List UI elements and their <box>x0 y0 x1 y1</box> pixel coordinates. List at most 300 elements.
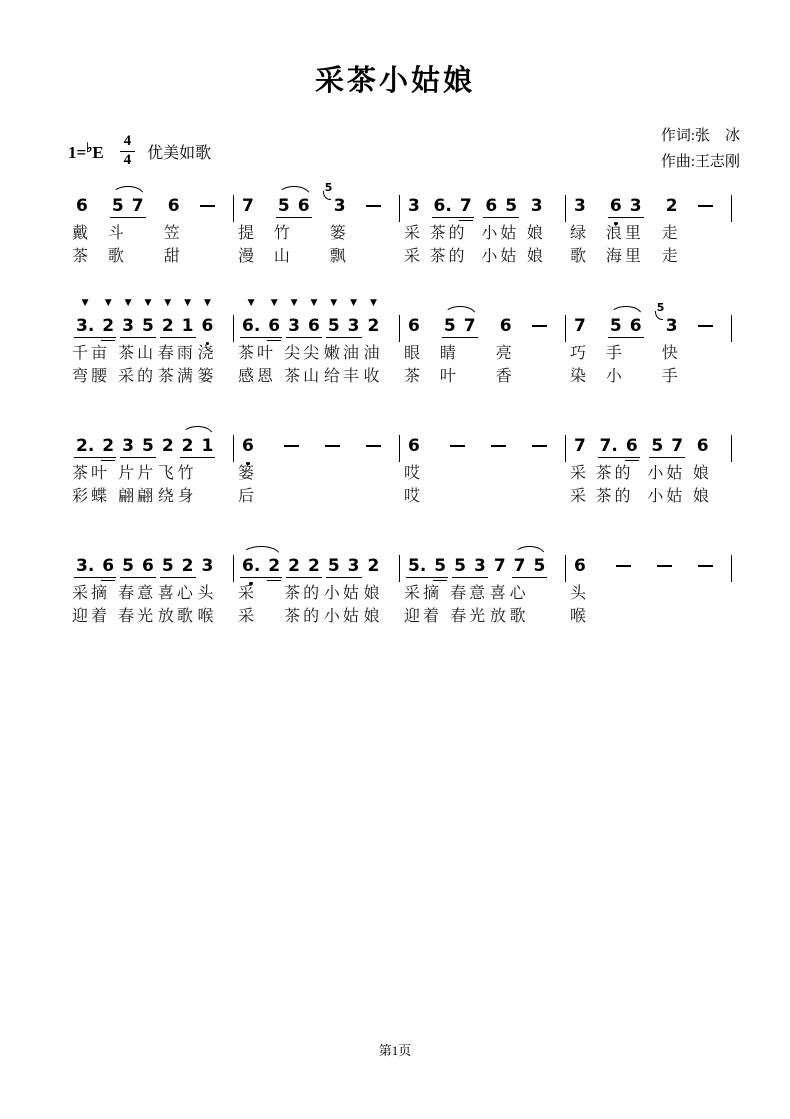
beat-column <box>596 422 642 508</box>
note: 6 <box>297 196 310 216</box>
lyric-line1-syllable: 睛 <box>439 345 459 362</box>
lyric-line1-syllable: 篓 <box>329 225 349 242</box>
lyric-line2-syllable: 迎着 <box>404 608 443 625</box>
token <box>491 422 506 462</box>
note-group <box>440 316 480 336</box>
token <box>198 542 218 582</box>
note: 2 <box>161 436 174 456</box>
lyric-line2-syllable: 茶的 <box>595 488 634 505</box>
grace-note: 5 <box>656 301 665 314</box>
beat-column <box>363 298 384 388</box>
eighth-underline <box>598 457 640 458</box>
note: 6 <box>622 436 642 456</box>
lyric-line2-syllable: 彩蝶 <box>72 488 111 505</box>
slur-arc <box>278 186 310 195</box>
lyric-line1-syllable: 浪里 <box>605 225 644 242</box>
lyric-line1-syllable: 春雨 <box>157 345 196 362</box>
time-signature <box>120 134 136 169</box>
note-group <box>118 298 158 336</box>
note-group <box>364 298 384 336</box>
time-signature-denominator: 4 <box>123 151 132 168</box>
note: 6 <box>499 316 512 336</box>
token <box>698 302 713 342</box>
lyricist-credit: 作词:张 冰 <box>660 128 740 144</box>
lyric-line2-syllable: 绕 <box>157 488 177 505</box>
note-group <box>324 556 364 576</box>
note-group <box>324 298 364 336</box>
note: 7 <box>574 316 586 336</box>
lyric-line1-syllable: 巧 <box>570 345 590 362</box>
note-group <box>404 436 424 456</box>
eighth-underline <box>74 457 116 458</box>
slur-arc <box>112 186 144 195</box>
beat-column <box>323 298 364 388</box>
note: 7 <box>131 196 144 216</box>
lyric-line1-syllable: 采摘 <box>72 585 111 602</box>
lyric-line1-syllable: 哎 <box>404 465 424 482</box>
lyric-line1-syllable: 娘 <box>363 585 383 602</box>
note-group <box>430 196 476 216</box>
beat-column <box>366 422 381 508</box>
beat-column <box>364 542 384 628</box>
lyric-line2-syllable: 喉 <box>570 608 590 625</box>
sixteenth-underline <box>101 460 115 461</box>
note-group <box>238 556 284 576</box>
eighth-underline <box>286 337 322 338</box>
note: 3 <box>473 556 486 576</box>
lyric-line1-syllable: 娘 <box>526 225 546 242</box>
flat-icon: ♭ <box>86 139 93 155</box>
note-group <box>570 556 590 576</box>
measure <box>566 302 731 388</box>
beat-column <box>570 182 590 268</box>
beat-column <box>532 302 547 388</box>
note: 5 <box>443 316 456 336</box>
beat-column <box>238 542 284 628</box>
note: 3 <box>574 196 586 216</box>
lyric-line1-syllable: 尖尖 <box>284 345 323 362</box>
barline <box>731 195 732 222</box>
beat-column <box>274 182 314 268</box>
song-title: 采茶小姑娘 <box>314 65 475 97</box>
note: 7 <box>493 556 506 576</box>
slur-arc <box>242 546 280 555</box>
token <box>324 298 364 342</box>
lyric-line2-syllable: 茶 <box>72 248 92 265</box>
lyric-line2-syllable: 后 <box>238 488 258 505</box>
note-group <box>158 298 198 336</box>
note-group <box>178 436 218 456</box>
note-group <box>238 196 258 216</box>
measure <box>234 542 399 628</box>
note-group <box>490 556 510 576</box>
token <box>324 181 350 222</box>
token <box>616 542 631 582</box>
grace-note: 5 <box>324 181 333 194</box>
beat-column <box>284 422 299 508</box>
beat-column <box>532 422 547 508</box>
music-system-1 <box>68 182 732 268</box>
eighth-underline <box>120 577 156 578</box>
token <box>404 542 450 582</box>
measure <box>68 542 233 628</box>
lyric-line1-syllable: 心 <box>509 585 529 602</box>
token <box>596 422 642 462</box>
beat-column <box>404 302 424 388</box>
beat-column <box>693 422 713 508</box>
note: 6 ▼ <box>307 298 320 336</box>
token <box>570 302 590 342</box>
lyric-line1-syllable: 篓 <box>238 465 258 482</box>
accent-icon: ▼ <box>369 298 377 308</box>
eighth-underline <box>406 577 448 578</box>
token <box>606 302 646 342</box>
lyric-line2-syllable: 手 <box>661 368 681 385</box>
slur-arc <box>610 306 642 315</box>
low-octave-dot <box>246 462 249 465</box>
note-group <box>198 556 218 576</box>
note: 7. <box>599 436 618 456</box>
lyric-line2-syllable: 香 <box>495 368 515 385</box>
beat-column <box>72 182 92 268</box>
beat-column <box>118 298 158 388</box>
lyric-line2-syllable: 采的 <box>118 368 157 385</box>
beat-column <box>324 542 364 628</box>
note: 2 ▼ <box>367 298 380 336</box>
lyric-line1-syllable: 茶叶 <box>72 465 111 482</box>
low-octave-dot <box>206 342 209 345</box>
accent-icon: ▼ <box>290 298 298 308</box>
token <box>274 182 314 222</box>
music-system-3 <box>68 422 732 508</box>
note-group <box>596 436 642 456</box>
token <box>238 542 284 582</box>
note: 3 ▼ <box>347 298 360 336</box>
accent-icon: ▼ <box>184 298 192 308</box>
beat-column <box>616 542 631 628</box>
lyric-line2-syllable: 娘 <box>526 248 546 265</box>
lyric-line2-syllable: 娘 <box>692 488 712 505</box>
eighth-underline <box>240 577 282 578</box>
lyric-line2-syllable: 收 <box>363 368 383 385</box>
lyric-line1-syllable: 喜 <box>489 585 509 602</box>
measure <box>566 422 731 508</box>
note: 6 ▼ <box>198 316 218 336</box>
credits <box>661 123 740 175</box>
note-group <box>118 436 158 456</box>
key-tempo-row <box>68 134 211 169</box>
sixteenth-underline <box>433 580 447 581</box>
accent-icon: ▼ <box>330 298 338 308</box>
eighth-underline <box>120 337 156 338</box>
lyric-line1-syllable: 茶山 <box>118 345 157 362</box>
lyric-line1-syllable: 快 <box>661 345 681 362</box>
token <box>118 542 158 582</box>
note: 2 <box>307 556 320 576</box>
eighth-underline <box>276 217 312 218</box>
note: 2 ▼ <box>161 298 174 336</box>
held-beat-dash <box>698 325 713 327</box>
beat-column <box>510 542 550 628</box>
note-group <box>647 436 687 456</box>
beat-column <box>200 182 215 268</box>
note: 3 5 <box>656 301 678 336</box>
token <box>72 542 118 582</box>
barline <box>731 435 732 462</box>
lyric-line2-syllable: 采 <box>404 248 424 265</box>
accent-icon: ▼ <box>310 298 318 308</box>
note: 2 <box>367 556 380 576</box>
eighth-underline <box>649 457 685 458</box>
beat-column <box>490 542 510 628</box>
grace-hook-icon <box>655 311 663 320</box>
beat-column <box>656 301 682 388</box>
eighth-underline <box>74 577 116 578</box>
lyric-line1-syllable: 娘 <box>692 465 712 482</box>
lyric-line2-syllable: 漫 <box>238 248 258 265</box>
token <box>647 422 687 462</box>
token <box>532 422 547 462</box>
held-beat-dash <box>657 565 672 567</box>
note-group <box>404 196 424 216</box>
note-group <box>693 436 713 456</box>
beat-column <box>72 298 118 388</box>
eighth-underline <box>110 217 146 218</box>
beat-column <box>164 182 184 268</box>
note-group <box>404 556 450 576</box>
note: 6 <box>629 316 642 336</box>
lyric-line2-syllable: 歌 <box>107 248 127 265</box>
lyric-line2-syllable: 放歌 <box>157 608 196 625</box>
note: 7 <box>574 436 586 456</box>
lyric-line1-syllable: 油 <box>363 345 383 362</box>
beat-column <box>430 182 476 268</box>
token <box>570 422 590 462</box>
lyric-line1-syllable: 头 <box>197 585 217 602</box>
slur-arc <box>444 306 476 315</box>
token <box>481 182 521 222</box>
music-system-4 <box>68 542 732 628</box>
note-group <box>510 556 550 576</box>
note-group <box>72 196 92 216</box>
token <box>364 298 384 342</box>
note: 3 ▼ <box>122 298 134 336</box>
note-group <box>158 556 198 576</box>
beat-column <box>238 298 284 388</box>
measure <box>400 182 565 268</box>
lyric-line2-syllable: 茶的 <box>429 248 468 265</box>
note-group <box>238 298 284 336</box>
lyric-line2-syllable: 春光 <box>118 608 157 625</box>
note-group <box>606 316 646 336</box>
eighth-underline <box>74 337 116 338</box>
lyric-line2-syllable: 身 <box>177 488 197 505</box>
beat-column <box>238 422 258 508</box>
note: 5 <box>161 556 174 576</box>
held-beat-dash <box>366 445 381 447</box>
beat-column <box>324 181 350 268</box>
note: 6 <box>76 196 88 216</box>
lyric-line1-syllable: 小姑 <box>323 585 362 602</box>
lyric-line1-syllable: 茶的 <box>284 585 323 602</box>
beat-column <box>450 422 465 508</box>
token <box>450 542 490 582</box>
eighth-underline <box>326 337 362 338</box>
beat-column <box>238 182 258 268</box>
note: 6. ▼ <box>242 298 261 336</box>
lyric-line2-syllable: 喉 <box>197 608 217 625</box>
sixteenth-underline <box>625 460 639 461</box>
eighth-underline <box>608 337 644 338</box>
note: 5 <box>277 196 290 216</box>
accent-icon: ▼ <box>164 298 172 308</box>
note: 5 <box>454 556 466 576</box>
note: 7 <box>463 316 476 336</box>
beat-column <box>366 182 381 268</box>
note-group <box>118 556 158 576</box>
lyric-line1-syllable: 竹 <box>273 225 293 242</box>
note-group <box>496 316 516 336</box>
beat-column <box>570 302 590 388</box>
eighth-underline <box>326 577 362 578</box>
note: 6 <box>408 316 420 336</box>
note: 3 ▼ <box>288 298 300 336</box>
measure <box>68 422 233 508</box>
measure <box>234 298 399 388</box>
token <box>662 182 682 222</box>
note-group <box>404 316 424 336</box>
score <box>0 182 732 662</box>
token <box>698 542 713 582</box>
measure <box>68 182 233 268</box>
lyric-line2-syllable: 染 <box>570 368 590 385</box>
accent-icon: ▼ <box>104 298 112 308</box>
note: 5 <box>141 436 154 456</box>
lyric-line2-syllable: 采 <box>238 608 258 625</box>
measure <box>68 298 233 388</box>
note-group <box>662 196 682 216</box>
note-group <box>570 436 590 456</box>
token <box>284 298 324 342</box>
lyric-line2-syllable: 茶 <box>404 368 424 385</box>
note: 2. <box>76 436 95 456</box>
lyric-line1-syllable: 浇 <box>197 345 217 362</box>
beat-column <box>657 542 672 628</box>
beat-column <box>698 182 713 268</box>
lyric-line2-syllable: 春光 <box>450 608 489 625</box>
lyric-line1-syllable: 春意 <box>450 585 489 602</box>
lyric-line2-syllable: 感恩 <box>238 368 277 385</box>
note: 7 <box>513 556 526 576</box>
lyric-line2-syllable: 翩翩 <box>118 488 157 505</box>
lyric-line2-syllable: 飘 <box>329 248 349 265</box>
sixteenth-underline <box>101 580 115 581</box>
time-signature-numerator: 4 <box>120 134 136 152</box>
note: 6 <box>141 556 154 576</box>
measure <box>400 542 565 628</box>
note-group <box>570 196 590 216</box>
token <box>178 422 218 462</box>
lyric-line2-syllable: 歌 <box>570 248 590 265</box>
note: 6 <box>574 556 586 576</box>
held-beat-dash <box>200 205 215 207</box>
lyric-line2-syllable: 歌 <box>509 608 529 625</box>
note-group <box>450 556 490 576</box>
note: 2 <box>665 196 678 216</box>
note: 7 <box>242 196 254 216</box>
note: 6 <box>167 196 180 216</box>
token <box>657 542 672 582</box>
accent-icon: ▼ <box>81 298 89 308</box>
lyric-line2-syllable: 小 <box>605 368 625 385</box>
note: 6. <box>238 556 264 576</box>
note-group <box>324 181 350 216</box>
beat-column <box>450 542 490 628</box>
lyric-line1-syllable: 眼 <box>404 345 424 362</box>
beat-column <box>491 422 506 508</box>
note-group <box>72 298 118 336</box>
measure <box>566 542 731 628</box>
beat-column <box>198 542 218 628</box>
token <box>440 302 480 342</box>
note: 5 <box>533 556 546 576</box>
eighth-underline <box>432 217 474 218</box>
note: 6 <box>696 436 709 456</box>
beat-column <box>527 182 547 268</box>
eighth-underline <box>512 577 548 578</box>
beat-column <box>698 542 713 628</box>
token <box>656 301 682 342</box>
lyric-line1-syllable: 提 <box>238 225 258 242</box>
note-group <box>158 436 178 456</box>
note: 5 <box>505 196 518 216</box>
beat-column <box>570 542 590 628</box>
lyric-line2-syllable: 叶 <box>439 368 459 385</box>
measure <box>400 302 565 388</box>
grace-hook-icon <box>323 191 331 200</box>
token <box>118 422 158 462</box>
eighth-underline <box>160 337 196 338</box>
beat-column <box>606 302 646 388</box>
lyric-line1-syllable: 头 <box>570 585 590 602</box>
music-system-2 <box>68 298 732 388</box>
eighth-underline <box>608 217 644 218</box>
lyric-line2-syllable: 小姑 <box>481 248 520 265</box>
token <box>118 298 158 342</box>
beat-column <box>72 542 118 628</box>
note: 5 ▼ <box>327 298 340 336</box>
lyric-line2-syllable: 山 <box>273 248 293 265</box>
beat-column <box>178 422 218 508</box>
token <box>366 422 381 462</box>
note: 3. <box>76 556 95 576</box>
beat-column <box>404 422 424 508</box>
token <box>404 182 424 222</box>
lyric-line1-syllable: 亮 <box>495 345 515 362</box>
note: 5 <box>430 556 450 576</box>
note-group <box>284 556 324 576</box>
beat-column <box>158 422 178 508</box>
held-beat-dash <box>532 325 547 327</box>
lyric-line1-syllable: 小姑 <box>481 225 520 242</box>
note: 3 <box>530 196 543 216</box>
token <box>158 542 198 582</box>
lyric-line2-syllable: 放 <box>489 608 509 625</box>
accent-icon: ▼ <box>124 298 132 308</box>
lyric-line1-syllable: 茶的 <box>595 465 634 482</box>
note: 2 <box>288 556 300 576</box>
beat-column <box>284 542 324 628</box>
